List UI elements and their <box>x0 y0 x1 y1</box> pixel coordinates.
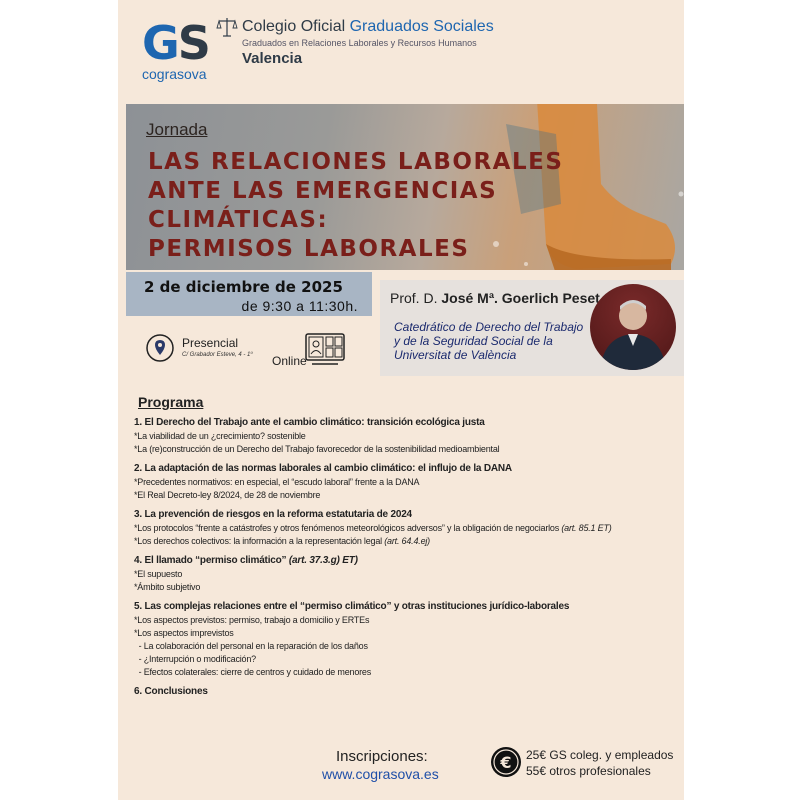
program-item: *Precedentes normativos: en especial, el “escudo laboral” frente a la DANA <box>134 477 420 487</box>
program-section <box>134 554 679 594</box>
event-time: de 9:30 a 11:30h. <box>241 298 358 314</box>
program-section-heading: 1. El Derecho del Trabajo ante el cambio climático: transición ecológica justa <box>134 417 485 428</box>
program-section <box>134 416 679 456</box>
venue-label: Presencial <box>182 336 239 350</box>
title-line: LAS RELACIONES LABORALES <box>148 149 564 175</box>
program-item: *Los derechos colectivos: la información a la representación legal (art. 64.4.ej) <box>134 536 430 546</box>
program-item: *Los protocolos “frente a catástrofes y otros fenómenos meteorológicos adversos” y la obligación de negociarlos (art. 85.1 ET) <box>134 523 612 533</box>
program-item: *La viabilidad de un ¿crecimiento? sostenible <box>134 431 306 441</box>
program-section <box>134 685 679 699</box>
program-section-heading: 4. El llamado “permiso climático” (art. 37.3.g) ET) <box>134 555 358 566</box>
program-section-heading: 5. Las complejas relaciones entre el “permiso climático” y otras instituciones jurídico-laborales <box>134 601 570 612</box>
gs-logo <box>142 18 214 68</box>
title-banner <box>126 104 684 270</box>
title-line: ANTE LAS EMERGENCIAS <box>148 178 498 204</box>
event-title <box>148 148 563 264</box>
program-item: *Los aspectos previstos: permiso, trabajo a domicilio y ERTEs <box>134 615 370 625</box>
speaker-name: Prof. D. José Mª. Goerlich Peset <box>390 290 600 306</box>
program-item: *El supuesto <box>134 569 183 579</box>
program-item: *El Real Decreto-ley 8/2024, de 28 de noviembre <box>134 490 321 500</box>
registration-label: Inscripciones: <box>336 748 428 765</box>
logo-letter-g: G <box>142 16 178 70</box>
price-members: 25€ GS coleg. y empleados <box>526 748 674 762</box>
program-item: *Ámbito subjetivo <box>134 582 201 592</box>
venue-address: C/ Grabador Esteve, 4 - 1º <box>182 352 253 358</box>
title-line: CLIMÁTICAS: <box>148 207 329 233</box>
college-tagline: Graduados en Relaciones Laborales y Recursos Humanos <box>242 38 477 48</box>
program-section <box>134 600 679 679</box>
flyer <box>118 0 684 800</box>
svg-text:€: € <box>500 753 512 772</box>
program-item: *Los aspectos imprevistos <box>134 628 234 638</box>
scales-of-justice-icon <box>216 16 238 38</box>
program-section <box>134 462 679 502</box>
title-line: PERMISOS LABORALES <box>148 236 470 262</box>
speaker-card <box>380 280 684 376</box>
euro-icon <box>490 746 522 778</box>
program-section-heading: 3. La prevención de riesgos en la reforma estatutaria de 2024 <box>134 509 412 520</box>
location-pin-icon <box>146 334 174 362</box>
program-item: - Efectos colaterales: cierre de centros y cuidado de menores <box>134 667 372 677</box>
date-box <box>126 272 372 316</box>
logo-letter-s: S <box>177 16 209 70</box>
event-date: 2 de diciembre de 2025 <box>144 278 343 296</box>
program-section-heading: 6. Conclusiones <box>134 686 208 697</box>
speaker-role: Catedrático de Derecho del Trabajo y de la Seguridad Social de la Universitat de València <box>394 320 584 362</box>
event-kicker: Jornada <box>146 120 208 139</box>
logo-subtitle: cograsova <box>142 66 207 82</box>
college-city: Valencia <box>242 50 303 67</box>
online-label: Online <box>272 354 307 368</box>
program-section-heading: 2. La adaptación de las normas laborales al cambio climático: el influjo de la DANA <box>134 463 512 474</box>
speaker-photo <box>590 284 676 370</box>
program-item: *La (re)construcción de un Derecho del Trabajo favorecedor de la sostenibilidad medioambiental <box>134 444 500 454</box>
college-name: Colegio Oficial Graduados Sociales <box>242 18 494 35</box>
program-item: - ¿Interrupción o modificación? <box>134 654 256 664</box>
price-others: 55€ otros profesionales <box>526 764 651 778</box>
program-list <box>134 416 679 705</box>
video-conference-icon <box>304 332 346 368</box>
program-item: - La colaboración del personal en la reparación de los daños <box>134 641 368 651</box>
program-title: Programa <box>138 394 204 410</box>
website-link[interactable]: www.cograsova.es <box>322 766 439 782</box>
program-section <box>134 508 679 548</box>
